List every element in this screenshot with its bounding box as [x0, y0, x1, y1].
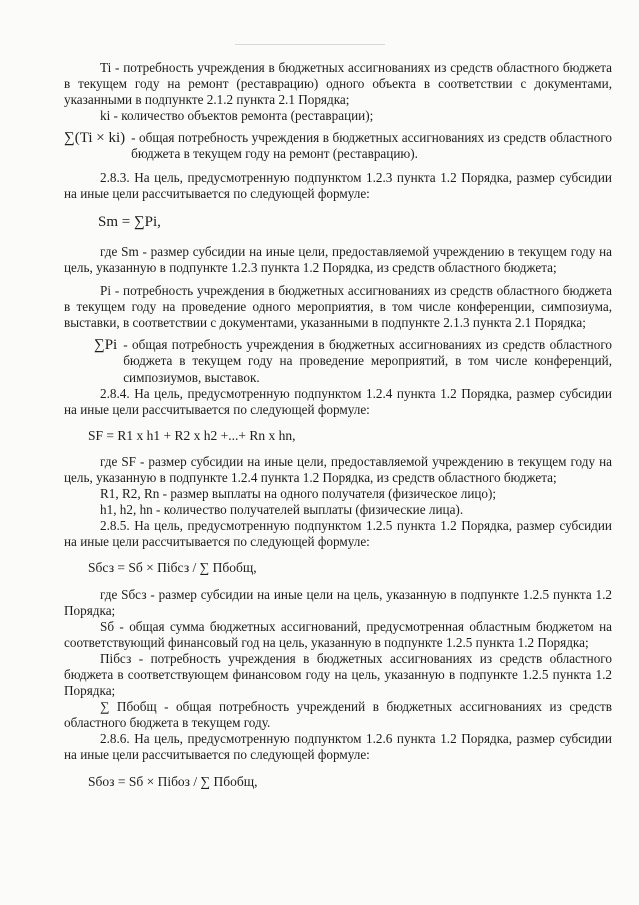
paragraph: 2.8.3. На цель, предусмотренную подпунктом 1.2.3 пункта 1.2 Порядка, размер субсидии на иные цели рассчитывается по следующей формуле:	[64, 169, 612, 201]
scan-artifact	[235, 44, 385, 45]
formula-row	[64, 337, 612, 385]
formula-row	[64, 130, 612, 162]
paragraph: ∑ Пбобщ - общая потребность учреждений в бюджетных ассигнованиях из средств областного бюджета в текущем году.	[64, 699, 612, 731]
paragraph: R1, R2, Rn - размер выплаты на одного получателя (физическое лицо);	[100, 486, 497, 502]
paragraph: 2.8.6. На цель, предусмотренную подпунктом 1.2.6 пункта 1.2 Порядка, размер субсидии на иные цели рассчитывается по следующей формуле:	[64, 731, 612, 763]
paragraph: ki - количество объектов ремонта (реставрации);	[100, 108, 374, 124]
formula-sm: Sm = ∑Pi,	[98, 213, 161, 230]
formula-sf: SF = R1 x h1 + R2 x h2 +...+ Rn x hn,	[88, 427, 296, 443]
paragraph: - общая потребность учреждения в бюджетных ассигнованиях из средств областного бюджета в текущем году на проведение мероприятий, в том числе конференций, симпозиумов, выставок.	[123, 337, 612, 385]
formula-sbsz: Sбсз = Sб × Пiбсз / ∑ Пбобщ,	[88, 560, 257, 576]
paragraph: - общая потребность учреждения в бюджетных ассигнованиях из средств областного бюджета в текущем году на ремонт (реставрацию).	[131, 130, 612, 162]
formula-sum-pi: ∑Pi	[94, 337, 118, 354]
paragraph: h1, h2, hn - количество получателей выплаты (физические лица).	[100, 502, 464, 518]
paragraph: где Sбсз - размер субсидии на иные цели на цель, указанную в подпункте 1.2.5 пункта 1.2 Порядка;	[64, 586, 612, 618]
paragraph: Ti - потребность учреждения в бюджетных ассигнованиях из средств областного бюджета в текущем году на ремонт (реставрацию) одного объекта в соответствии с документами, указанными в подпункте 2.1.2 пункта 2.1 Порядка;	[64, 60, 612, 108]
paragraph: где SF - размер субсидии на иные цели, предоставляемой учреждению в текущем году на цель, указанную в подпункте 1.2.4 пункта 1.2 Порядка, из средств областного бюджета;	[64, 453, 612, 485]
formula-sum-ti-ki: ∑(Ti × ki)	[64, 130, 126, 147]
paragraph: Pi - потребность учреждения в бюджетных ассигнованиях из средств областного бюджета в текущем году на проведение одного мероприятия, в том числе конференции, симпозиума, выставки, в соответствии с документами, указанными в подпункте 2.1.3 пункта 2.1 Порядка;	[64, 283, 612, 331]
paragraph: 2.8.5. На цель, предусмотренную подпунктом 1.2.5 пункта 1.2 Порядка, размер субсидии на иные цели рассчитывается по следующей формуле:	[64, 518, 612, 550]
paragraph: Sб - общая сумма бюджетных ассигнований, предусмотренная областным бюджетом на соответствующий финансовый год на цель, указанную в подпункте 1.2.5 пункта 1.2 Порядка;	[64, 618, 612, 650]
paragraph: 2.8.4. На цель, предусмотренную подпунктом 1.2.4 пункта 1.2 Порядка, размер субсидии на иные цели рассчитывается по следующей формуле:	[64, 385, 612, 417]
formula-sboz: Sбоз = Sб × Пiбоз / ∑ Пбобщ,	[88, 773, 258, 789]
paragraph: Пiбсз - потребность учреждения в бюджетных ассигнованиях из средств областного бюджета в соответствующем финансовом году на цель, указанную в подпункте 1.2.5 пункта 1.2 Порядка;	[64, 650, 612, 699]
paragraph: где Sm - размер субсидии на иные цели, предоставляемой учреждению в текущем году на цель, указанную в подпункте 1.2.3 пункта 1.2 Порядка, из средств областного бюджета;	[64, 243, 612, 275]
document-body	[64, 60, 612, 800]
